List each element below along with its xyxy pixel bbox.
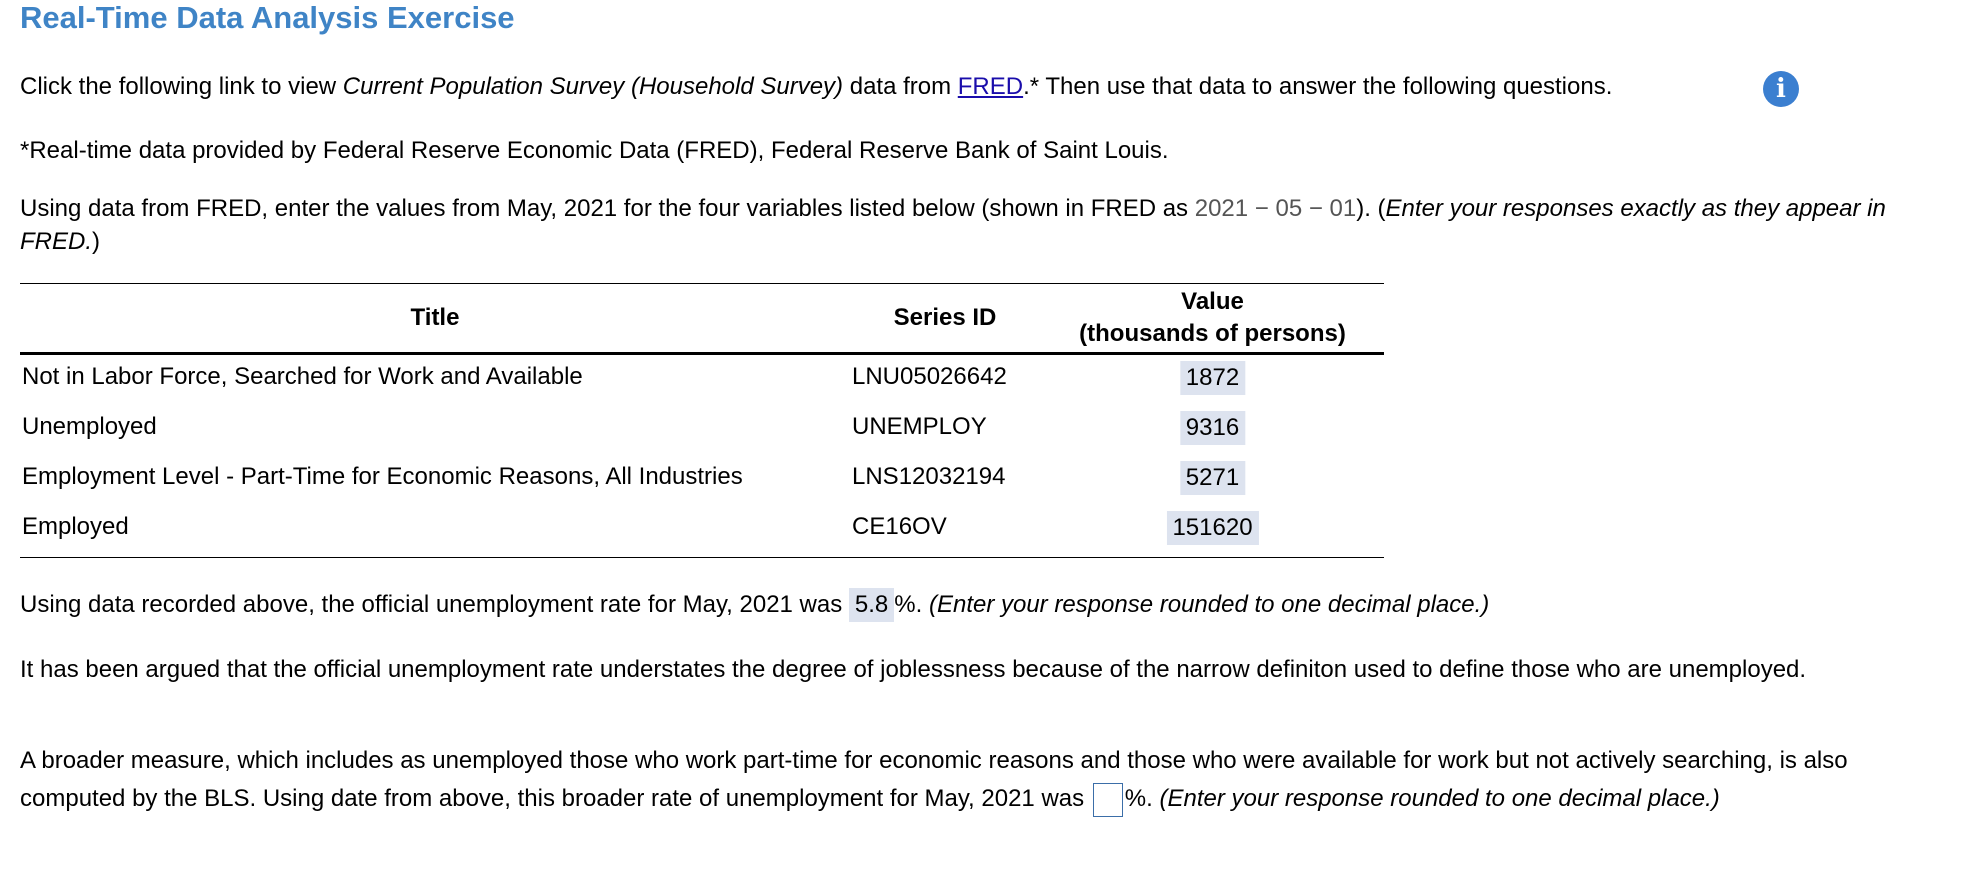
instruction-italic: Enter your responses exactly as they appear in FRED. bbox=[20, 195, 1886, 255]
table-top-rule bbox=[20, 283, 1384, 284]
intro-prefix: Click the following link to view bbox=[20, 73, 343, 100]
official-rate-answer: 5.8 bbox=[849, 588, 894, 622]
broader-rate-input[interactable] bbox=[1093, 783, 1123, 817]
row-value-cell bbox=[1040, 361, 1385, 395]
row-series-id: UNEMPLOY bbox=[852, 413, 987, 440]
page-title: Real-Time Data Analysis Exercise bbox=[20, 0, 515, 35]
intro-suffix: .* Then use that data to answer the following questions. bbox=[1023, 73, 1613, 100]
argued-text: It has been argued that the official unemployment rate understates the degree of joblessness because of the narrow definiton used to define those who are unemployed. bbox=[20, 656, 1807, 683]
header-value-line1: Value bbox=[1181, 288, 1244, 315]
header-value-line2: (thousands of persons) bbox=[1079, 320, 1346, 347]
row-series-id: LNS12032194 bbox=[852, 463, 1006, 490]
row-value: 1872 bbox=[1180, 361, 1245, 395]
instruction-middle: ). ( bbox=[1356, 195, 1386, 222]
row-value: 9316 bbox=[1180, 411, 1245, 445]
instruction-date: 2021 − 05 − 01 bbox=[1194, 195, 1357, 222]
header-series-id: Series ID bbox=[893, 304, 997, 331]
header-title: Title bbox=[410, 304, 460, 331]
row-title: Unemployed bbox=[22, 413, 157, 440]
header-value bbox=[1040, 286, 1385, 350]
row-title: Not in Labor Force, Searched for Work and Available bbox=[22, 363, 583, 390]
row-title: Employed bbox=[22, 513, 129, 540]
instruction-prefix: Using data from FRED, enter the values from May, 2021 for the four variables listed below (shown in FRED as bbox=[20, 195, 1195, 222]
intro-survey-name: Current Population Survey (Household Survey) bbox=[342, 73, 844, 100]
row-title: Employment Level - Part-Time for Economic Reasons, All Industries bbox=[22, 463, 743, 490]
result-prefix: Using data recorded above, the official unemployment rate for May, 2021 was bbox=[20, 591, 849, 618]
fred-note: *Real-time data provided by Federal Reserve Economic Data (FRED), Federal Reserve Bank of Saint Louis. bbox=[20, 137, 1169, 164]
row-value-cell bbox=[1040, 511, 1385, 545]
row-value-cell bbox=[1040, 411, 1385, 445]
row-value: 151620 bbox=[1166, 511, 1258, 545]
fred-link[interactable]: FRED bbox=[957, 73, 1024, 100]
result-unit: %. bbox=[894, 591, 923, 618]
row-value: 5271 bbox=[1180, 461, 1245, 495]
broader-rate-text bbox=[20, 742, 1955, 818]
instruction-suffix: ) bbox=[92, 228, 100, 255]
official-rate-text bbox=[20, 588, 1489, 622]
row-series-id: CE16OV bbox=[852, 513, 947, 540]
broader-prefix: A broader measure, which includes as unemployed those who work part-time for economic reasons and those who were available for work but not actively searching, is also computed by the BLS. Using date from above, this broader rate of unemployment for May, 2021 was bbox=[20, 747, 1848, 812]
row-series-id: LNU05026642 bbox=[852, 363, 1007, 390]
table-bottom-rule bbox=[20, 557, 1384, 558]
intro-middle: data from bbox=[843, 73, 958, 100]
table-header-rule bbox=[20, 352, 1384, 355]
broader-unit: %. bbox=[1124, 785, 1153, 812]
intro-text bbox=[20, 70, 1612, 103]
instruction-text bbox=[20, 192, 1950, 258]
broader-hint: (Enter your response rounded to one decimal place.) bbox=[1152, 785, 1720, 812]
info-icon[interactable]: i bbox=[1763, 71, 1799, 107]
row-value-cell bbox=[1040, 461, 1385, 495]
result-hint: (Enter your response rounded to one decimal place.) bbox=[922, 591, 1490, 618]
